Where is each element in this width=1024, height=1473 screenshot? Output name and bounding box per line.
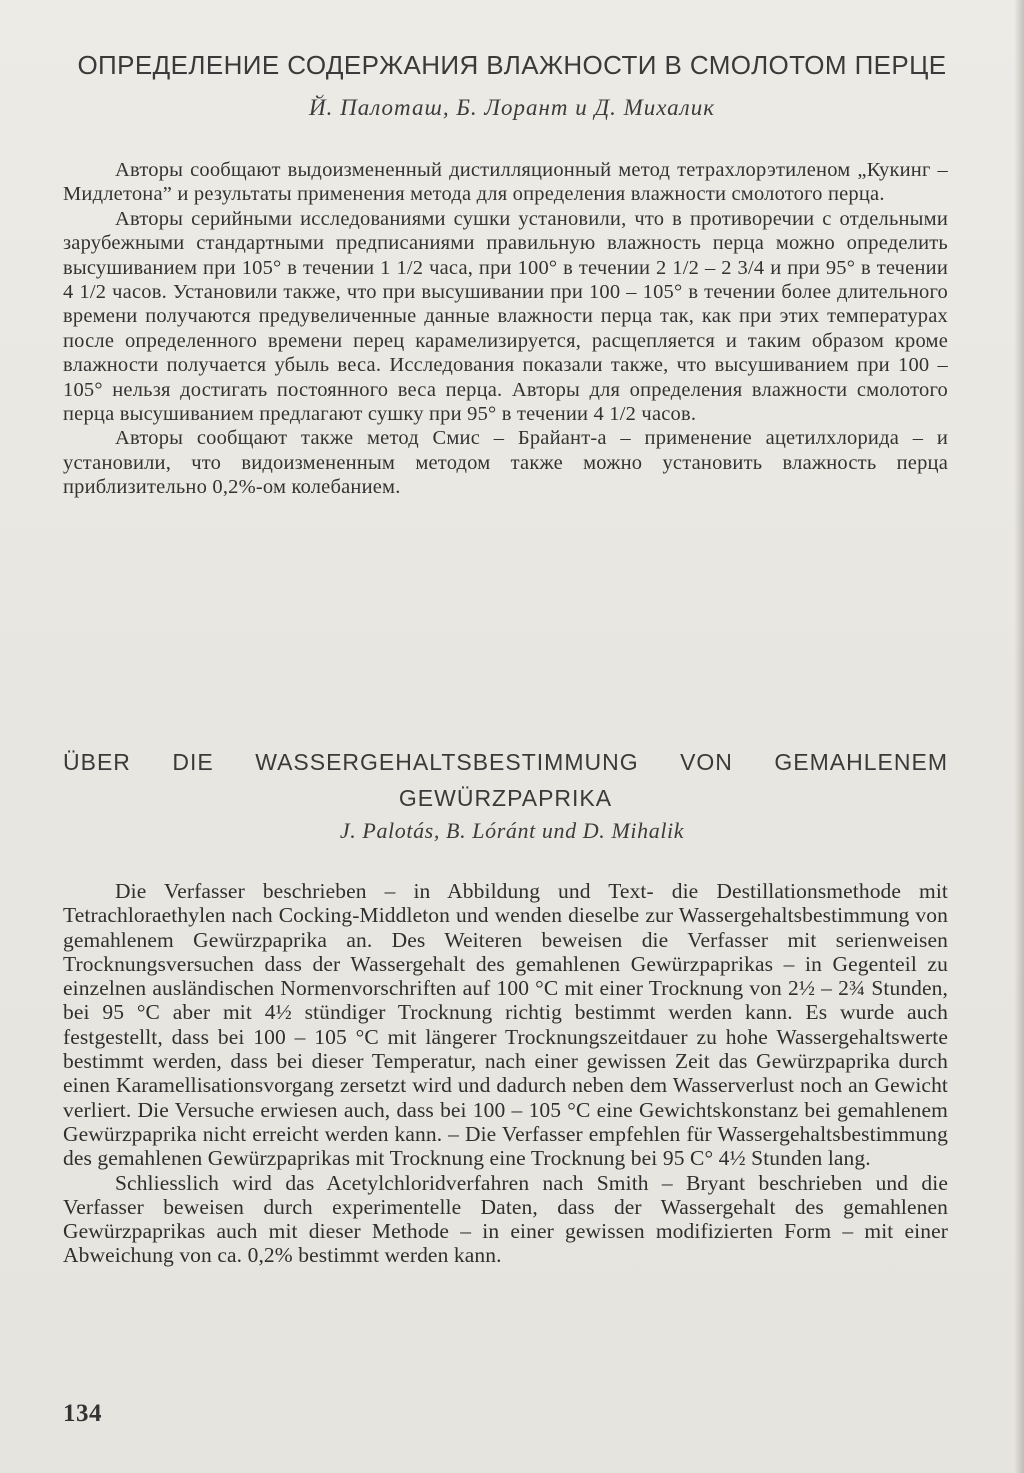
page-number: 134 — [63, 1400, 102, 1427]
german-title — [63, 744, 948, 816]
german-title-word: ÜBER — [63, 749, 131, 775]
german-title-line-1 — [63, 744, 948, 780]
russian-title: ОПРЕДЕЛЕНИЕ СОДЕРЖАНИЯ ВЛАЖНОСТИ В СМОЛОТОМ ПЕРЦЕ — [77, 50, 947, 80]
german-authors: J. Palotás, B. Lóránt und D. Mihalik — [339, 818, 685, 843]
russian-abstract — [63, 158, 948, 500]
german-title-word: DIE — [172, 749, 214, 775]
german-title-word: VON — [680, 749, 733, 775]
russian-paragraph-2: Авторы серийными исследованиями сушки установили, что в противоречии с отдельными зарубежными стандартными предписаниями правильную влажность перца можно определить высушиванием при 105° в течении 1 1/2 часа, при 100° в течении 2 1/2 – 2 3/4 и при 95° в течении 4 1/2 часов. Установили также, что при высушивании при 100 – 105° в течении более длительного времени получаются предувеличенные данные влажности перца так, как при этих температурах после определенного времени перец карамелизируется, расщепляется и таким образом кроме влажности получается убыль веса. Исследования показали также, что высушиванием при 100 – 105° нельзя достигать постоянного веса перца. Авторы для определения влажности смолотого перца высушиванием предлагают сушку при 95° в течении 4 1/2 часов. — [63, 207, 948, 426]
russian-authors: Й. Палоташ, Б. Лорант и Д. Михалик — [309, 95, 715, 120]
german-title-word: GEMAHLENEM — [774, 749, 948, 775]
russian-paragraph-3: Авторы сообщают также метод Смис – Брайант-а – применение ацетилхлорида – и установили, что видоизмененным методом также можно установить влажность перца приблизительно 0,2%-ом колебанием. — [63, 427, 948, 499]
page-edge-shadow — [1014, 0, 1024, 1473]
russian-paragraph-1: Авторы сообщают выдоизмененный дистилляционный метод тетрахлорэтиленом „Кукинг – Мидлетона” и результаты применения метода для определения влажности смолотого перца. — [63, 159, 948, 206]
german-title-line-2: GEWÜRZPAPRIKA — [398, 785, 613, 811]
german-title-word: WASSERGEHALTSBESTIMMUNG — [255, 749, 639, 775]
german-abstract — [63, 879, 948, 1268]
german-paragraph-2: Schliesslich wird das Acetylchloridverfahren nach Smith – Bryant beschrieben und die Verfasser beweisen durch experimentelle Daten, dass der Wassergehalt des gemahlenen Gewürzpaprikas auch mit dieser Methode – in einer gewissen modifizierten Form – mit einer Abweichung von ca. 0,2% bestimmt werden kann. — [63, 1170, 948, 1268]
german-paragraph-1: Die Verfasser beschrieben – in Abbildung und Text- die Destillationsmethode mit Tetrachloraethylen nach Cocking-Middleton und wenden dieselbe zur Wassergehaltsbestimmung von gemahlenem Gewürzpaprika an. Des Weiteren beweisen die Verfasser mit serienweisen Trocknungsversuchen dass der Wassergehalt des gemahlenen Gewürzpaprikas – in Gegenteil zu einzelnen ausländischen Normenvorschriften auf 100 °C mit einer Trocknung von 2½ – 2¾ Stunden, bei 95 °C aber mit 4½ stündiger Trocknung richtig bestimmt werden kann. Es wurde auch festgestellt, dass bei 100 – 105 °C mit längerer Trocknungszeitdauer zu hohe Wassergehaltswerte bestimmt werden, dass bei dieser Temperatur, nach einer gewissen Zeit das Gewürzpaprika durch einen Karamellisationsvorgang zersetzt wird und dadurch neben dem Wasserverlust noch an Gewicht verliert. Die Versuche erwiesen auch, dass bei 100 – 105 °C eine Gewichtskonstanz bei gemahlenem Gewürzpaprika nicht erreicht werden kann. – Die Verfasser empfehlen für Wassergehaltsbestimmung des gemahlenen Gewürzpaprikas mit Trocknung eine Trocknung bei 95 C° 4½ Stunden lang. — [63, 879, 948, 1171]
